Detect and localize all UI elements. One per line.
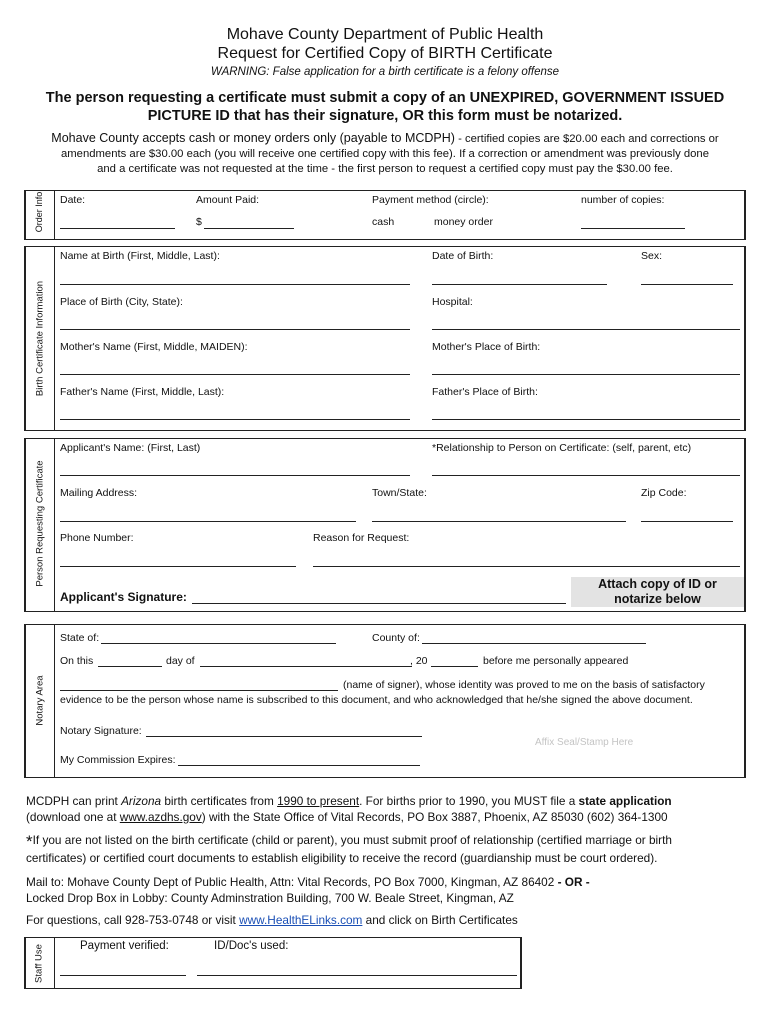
applicant-name-field[interactable] <box>60 475 410 476</box>
father-name-field[interactable] <box>60 419 410 420</box>
attach-id-line1: Attach copy of ID or <box>598 577 717 591</box>
azdhs-link[interactable]: www.azdhs.gov <box>119 810 202 824</box>
payment-method-label: Payment method (circle): <box>372 194 489 206</box>
p1-state-application: state application <box>578 794 672 808</box>
p1-text-b: birth certificates from <box>161 794 278 808</box>
mother-name-label: Mother's Name (First, Middle, MAIDEN): <box>60 341 248 353</box>
docs-used-label: ID/Doc's used: <box>214 940 289 952</box>
staff-use-label: Staff Use <box>33 944 45 983</box>
signer-identity-text: (name of signer), whose identity was proved to me on the basis of satisfactory <box>343 679 705 691</box>
town-state-field[interactable] <box>372 521 626 522</box>
questions-text-b: and click on Birth Certificates <box>362 913 518 927</box>
p1-years: 1990 to present <box>277 794 360 808</box>
sex-field[interactable] <box>641 284 733 285</box>
attach-id-note <box>571 577 744 607</box>
evidence-text: evidence to be the person whose name is subscribed to this document, and who acknowledged that he/she signed the above document. <box>60 694 693 706</box>
notary-signature-field[interactable] <box>146 736 422 737</box>
mother-pob-label: Mother's Place of Birth: <box>432 341 541 353</box>
notary-day-field[interactable] <box>98 666 162 667</box>
commission-expires-field[interactable] <box>178 765 420 766</box>
relationship-field[interactable] <box>432 475 740 476</box>
mother-name-field[interactable] <box>60 374 410 375</box>
father-pob-label: Father's Place of Birth: <box>432 386 538 398</box>
p2-line2: certificates) or certified court documents to establish eligibility to receive the record (guardianship must be court ordered). <box>26 851 658 865</box>
requester-label: Person Requesting Certificate <box>34 460 46 587</box>
place-of-birth-label: Place of Birth (City, State): <box>60 296 183 308</box>
applicant-name-label: Applicant's Name: (First, Last) <box>60 442 201 454</box>
payment-intro <box>14 131 756 177</box>
notary-county-field[interactable] <box>422 643 646 644</box>
relationship-proof-paragraph <box>26 832 756 866</box>
attach-id-line2: notarize below <box>614 592 701 606</box>
seal-placeholder: Affix Seal/Stamp Here <box>535 737 634 748</box>
money-order-option[interactable]: money order <box>434 216 493 228</box>
order-info-label: Order Info <box>34 191 44 233</box>
copies-label: number of copies: <box>581 194 665 206</box>
mail-paragraph <box>26 874 756 906</box>
p1-text-a: MCDPH can print <box>26 794 122 808</box>
p2-line1: If you are not listed on the birth certificate (child or parent), you must submit proof of relationship (certified marriage or birth <box>32 833 672 847</box>
zip-code-field[interactable] <box>641 521 733 522</box>
payment-intro-line2: amendments are $30.00 each (you will receive one certified copy with this fee). If a correction or amendment was previously done <box>60 148 709 160</box>
commission-expires-label: My Commission Expires: <box>60 754 176 766</box>
mailing-address-label: Mailing Address: <box>60 487 138 499</box>
father-name-label: Father's Name (First, Middle, Last): <box>60 386 225 398</box>
relationship-label: *Relationship to Person on Certificate: (self, parent, etc) <box>432 442 692 454</box>
id-notice-line1: The person requesting a certificate must submit a copy of an UNEXPIRED, GOVERNMENT ISSUED <box>45 90 725 106</box>
notary-year-field[interactable] <box>431 666 478 667</box>
p1-line2-a: (download one at <box>26 810 120 824</box>
notary-state-field[interactable] <box>101 643 336 644</box>
date-field[interactable] <box>60 228 175 229</box>
reason-field[interactable] <box>313 566 740 567</box>
felony-warning: WARNING: False application for a birth certificate is a felony offense <box>210 66 560 78</box>
year-prefix: , 20 <box>410 655 428 667</box>
applicant-signature-label: Applicant's Signature: <box>60 590 187 604</box>
asterisk: * <box>26 832 33 851</box>
before-me-text: before me personally appeared <box>483 655 629 667</box>
phone-label: Phone Number: <box>60 532 134 544</box>
mother-pob-field[interactable] <box>432 374 740 375</box>
questions-paragraph <box>26 912 756 928</box>
payment-verified-label: Payment verified: <box>80 940 169 952</box>
zip-code-label: Zip Code: <box>641 487 687 499</box>
healthelinks-link[interactable]: www.HealthELinks.com <box>239 913 363 927</box>
copies-field[interactable] <box>581 228 685 229</box>
name-at-birth-label: Name at Birth (First, Middle, Last): <box>60 250 220 262</box>
payment-intro-rest: - certified copies are $20.00 each and corrections or <box>454 133 719 145</box>
reason-label: Reason for Request: <box>313 532 410 544</box>
father-pob-field[interactable] <box>432 419 740 420</box>
p1-text-c: . For births prior to 1990, you MUST file a <box>359 794 579 808</box>
birth-info-label: Birth Certificate Information <box>34 280 46 397</box>
notary-signature-label: Notary Signature: <box>60 725 142 737</box>
notary-area-label: Notary Area <box>34 675 46 726</box>
amount-paid-label: Amount Paid: <box>196 194 260 206</box>
state-application-paragraph <box>26 793 756 825</box>
questions-text-a: For questions, call 928-753-0748 or visit <box>26 913 240 927</box>
p1-line2-b: ) with the State Office of Vital Records, PO Box 3887, Phoenix, AZ 85030 (602) 364-1300 <box>201 810 668 824</box>
notary-month-field[interactable] <box>200 666 412 667</box>
page-title: Mohave County Department of Public Health <box>226 26 544 43</box>
on-this-label: On this <box>60 655 94 667</box>
name-at-birth-field[interactable] <box>60 284 410 285</box>
payment-intro-line3: and a certificate was not requested at the time - the first person to request a certified copy must pay the $30.00 fee. <box>97 163 673 175</box>
hospital-label: Hospital: <box>432 296 473 308</box>
mail-to-text: Mail to: Mohave County Dept of Public Health, Attn: Vital Records, PO Box 7000, Kingman, AZ 86402 <box>26 875 555 889</box>
cash-option[interactable]: cash <box>372 216 395 228</box>
mailing-address-field[interactable] <box>60 521 356 522</box>
p1-arizona: Arizona <box>121 794 162 808</box>
notary-county-label: County of: <box>372 632 420 644</box>
sex-label: Sex: <box>641 250 663 262</box>
town-state-label: Town/State: <box>372 487 427 499</box>
payment-verified-field[interactable] <box>60 975 186 976</box>
date-label: Date: <box>60 194 86 206</box>
applicant-signature-field[interactable] <box>192 603 566 604</box>
amount-paid-field[interactable] <box>204 228 294 229</box>
signer-name-field[interactable] <box>60 690 338 691</box>
phone-field[interactable] <box>60 566 296 567</box>
dob-label: Date of Birth: <box>432 250 494 262</box>
form-title: Request for Certified Copy of BIRTH Certificate <box>217 45 553 62</box>
drop-box-text: Locked Drop Box in Lobby: County Adminstration Building, 700 W. Beale Street, Kingman, AZ <box>26 891 514 905</box>
dollar-sign: $ <box>196 216 202 228</box>
notary-state-label: State of: <box>60 632 100 644</box>
birth-info-box <box>24 246 746 431</box>
docs-used-field[interactable] <box>197 975 517 976</box>
day-of-label: day of <box>166 655 195 667</box>
or-text: - OR - <box>554 875 590 889</box>
dob-field[interactable] <box>432 284 607 285</box>
payment-intro-lead: Mohave County accepts cash or money orders only (payable to MCDPH) <box>51 131 455 145</box>
place-of-birth-field[interactable] <box>60 329 410 330</box>
id-notice-line2: PICTURE ID that has their signature, OR this form must be notarized. <box>147 108 623 124</box>
hospital-field[interactable] <box>432 329 740 330</box>
